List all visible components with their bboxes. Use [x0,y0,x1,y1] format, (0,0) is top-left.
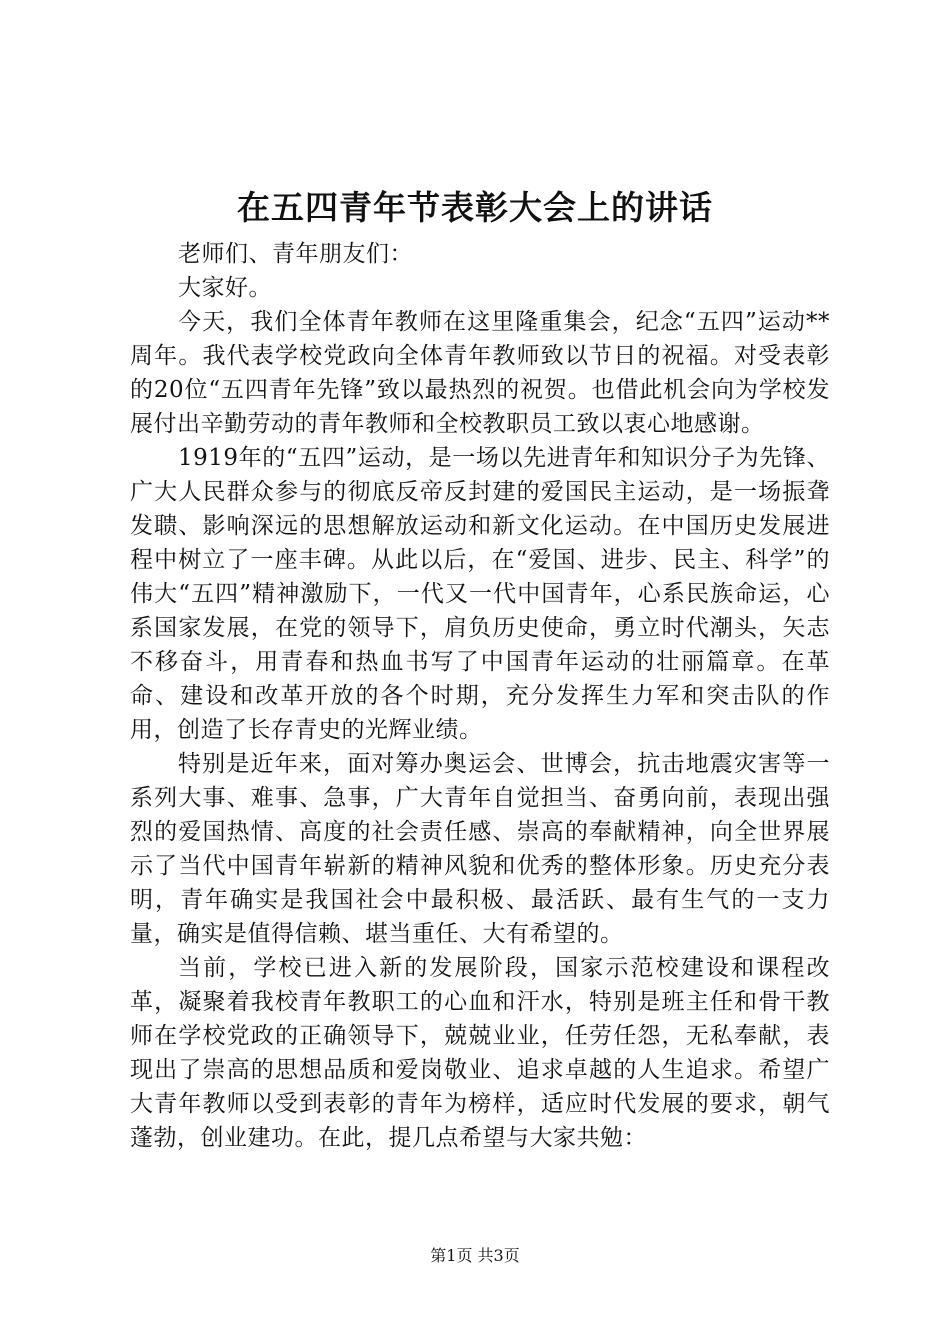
paragraph-opening: 今天，我们全体青年教师在这里隆重集会，纪念“五四”运动**周年。我代表学校党政向全体青年教师致以节日的祝福。对受表彰的20位“五四青年先锋”致以最热烈的祝贺。也借此机会向为学校发展付出辛勤劳动的青年教师和全校教职员工致以衷心地感谢。 [130,309,830,437]
paragraph-current: 当前，学校已进入新的发展阶段，国家示范校建设和课程改革，凝聚着我校青年教职工的心血和汗水，特别是班主任和骨干教师在学校党政的正确领导下，兢兢业业，任劳任怨，无私奉献，表现出了崇高的思想品质和爱岗敬业、追求卓越的人生追求。希望广大青年教师以受到表彰的青年为榜样，适应时代发展的要求，朝气蓬勃，创业建功。在此，提几点希望与大家共勉： [130,955,830,1151]
document-title: 在五四青年节表彰大会上的讲话 [237,188,713,227]
paragraph-greeting: 老师们、青年朋友们： [178,241,413,267]
paragraph-history: 1919年的“五四”运动，是一场以先进青年和知识分子为先锋、广大人民群众参与的彻底反帝反封建的爱国民主运动，是一场振聋发聩、影响深远的思想解放运动和新文化运动。在中国历史发展进程中树立了一座丰碑。从此以后，在“爱国、进步、民主、科学”的伟大“五四”精神激励下，一代又一代中国青年，心系民族命运，心系国家发展，在党的领导下，肩负历史使命，勇立时代潮头，矢志不移奋斗，用青春和热血书写了中国青年运动的壮丽篇章。在革命、建设和改革开放的各个时期，充分发挥生力军和突击队的作用，创造了长存青史的光辉业绩。 [130,445,830,743]
document-body [130,237,830,1155]
page-number-footer: 第1页 共3页 [430,1246,520,1265]
paragraph-recent-years: 特别是近年来，面对筹办奥运会、世博会，抗击地震灾害等一系列大事、难事、急事，广大青年自觉担当、奋勇向前，表现出强烈的爱国热情、高度的社会责任感、崇高的奉献精神，向全世界展示了当代中国青年崭新的精神风貌和优秀的整体形象。历史充分表明，青年确实是我国社会中最积极、最活跃、最有生气的一支力量，确实是值得信赖、堪当重任、大有希望的。 [130,751,830,947]
paragraph-hello: 大家好。 [178,275,272,301]
